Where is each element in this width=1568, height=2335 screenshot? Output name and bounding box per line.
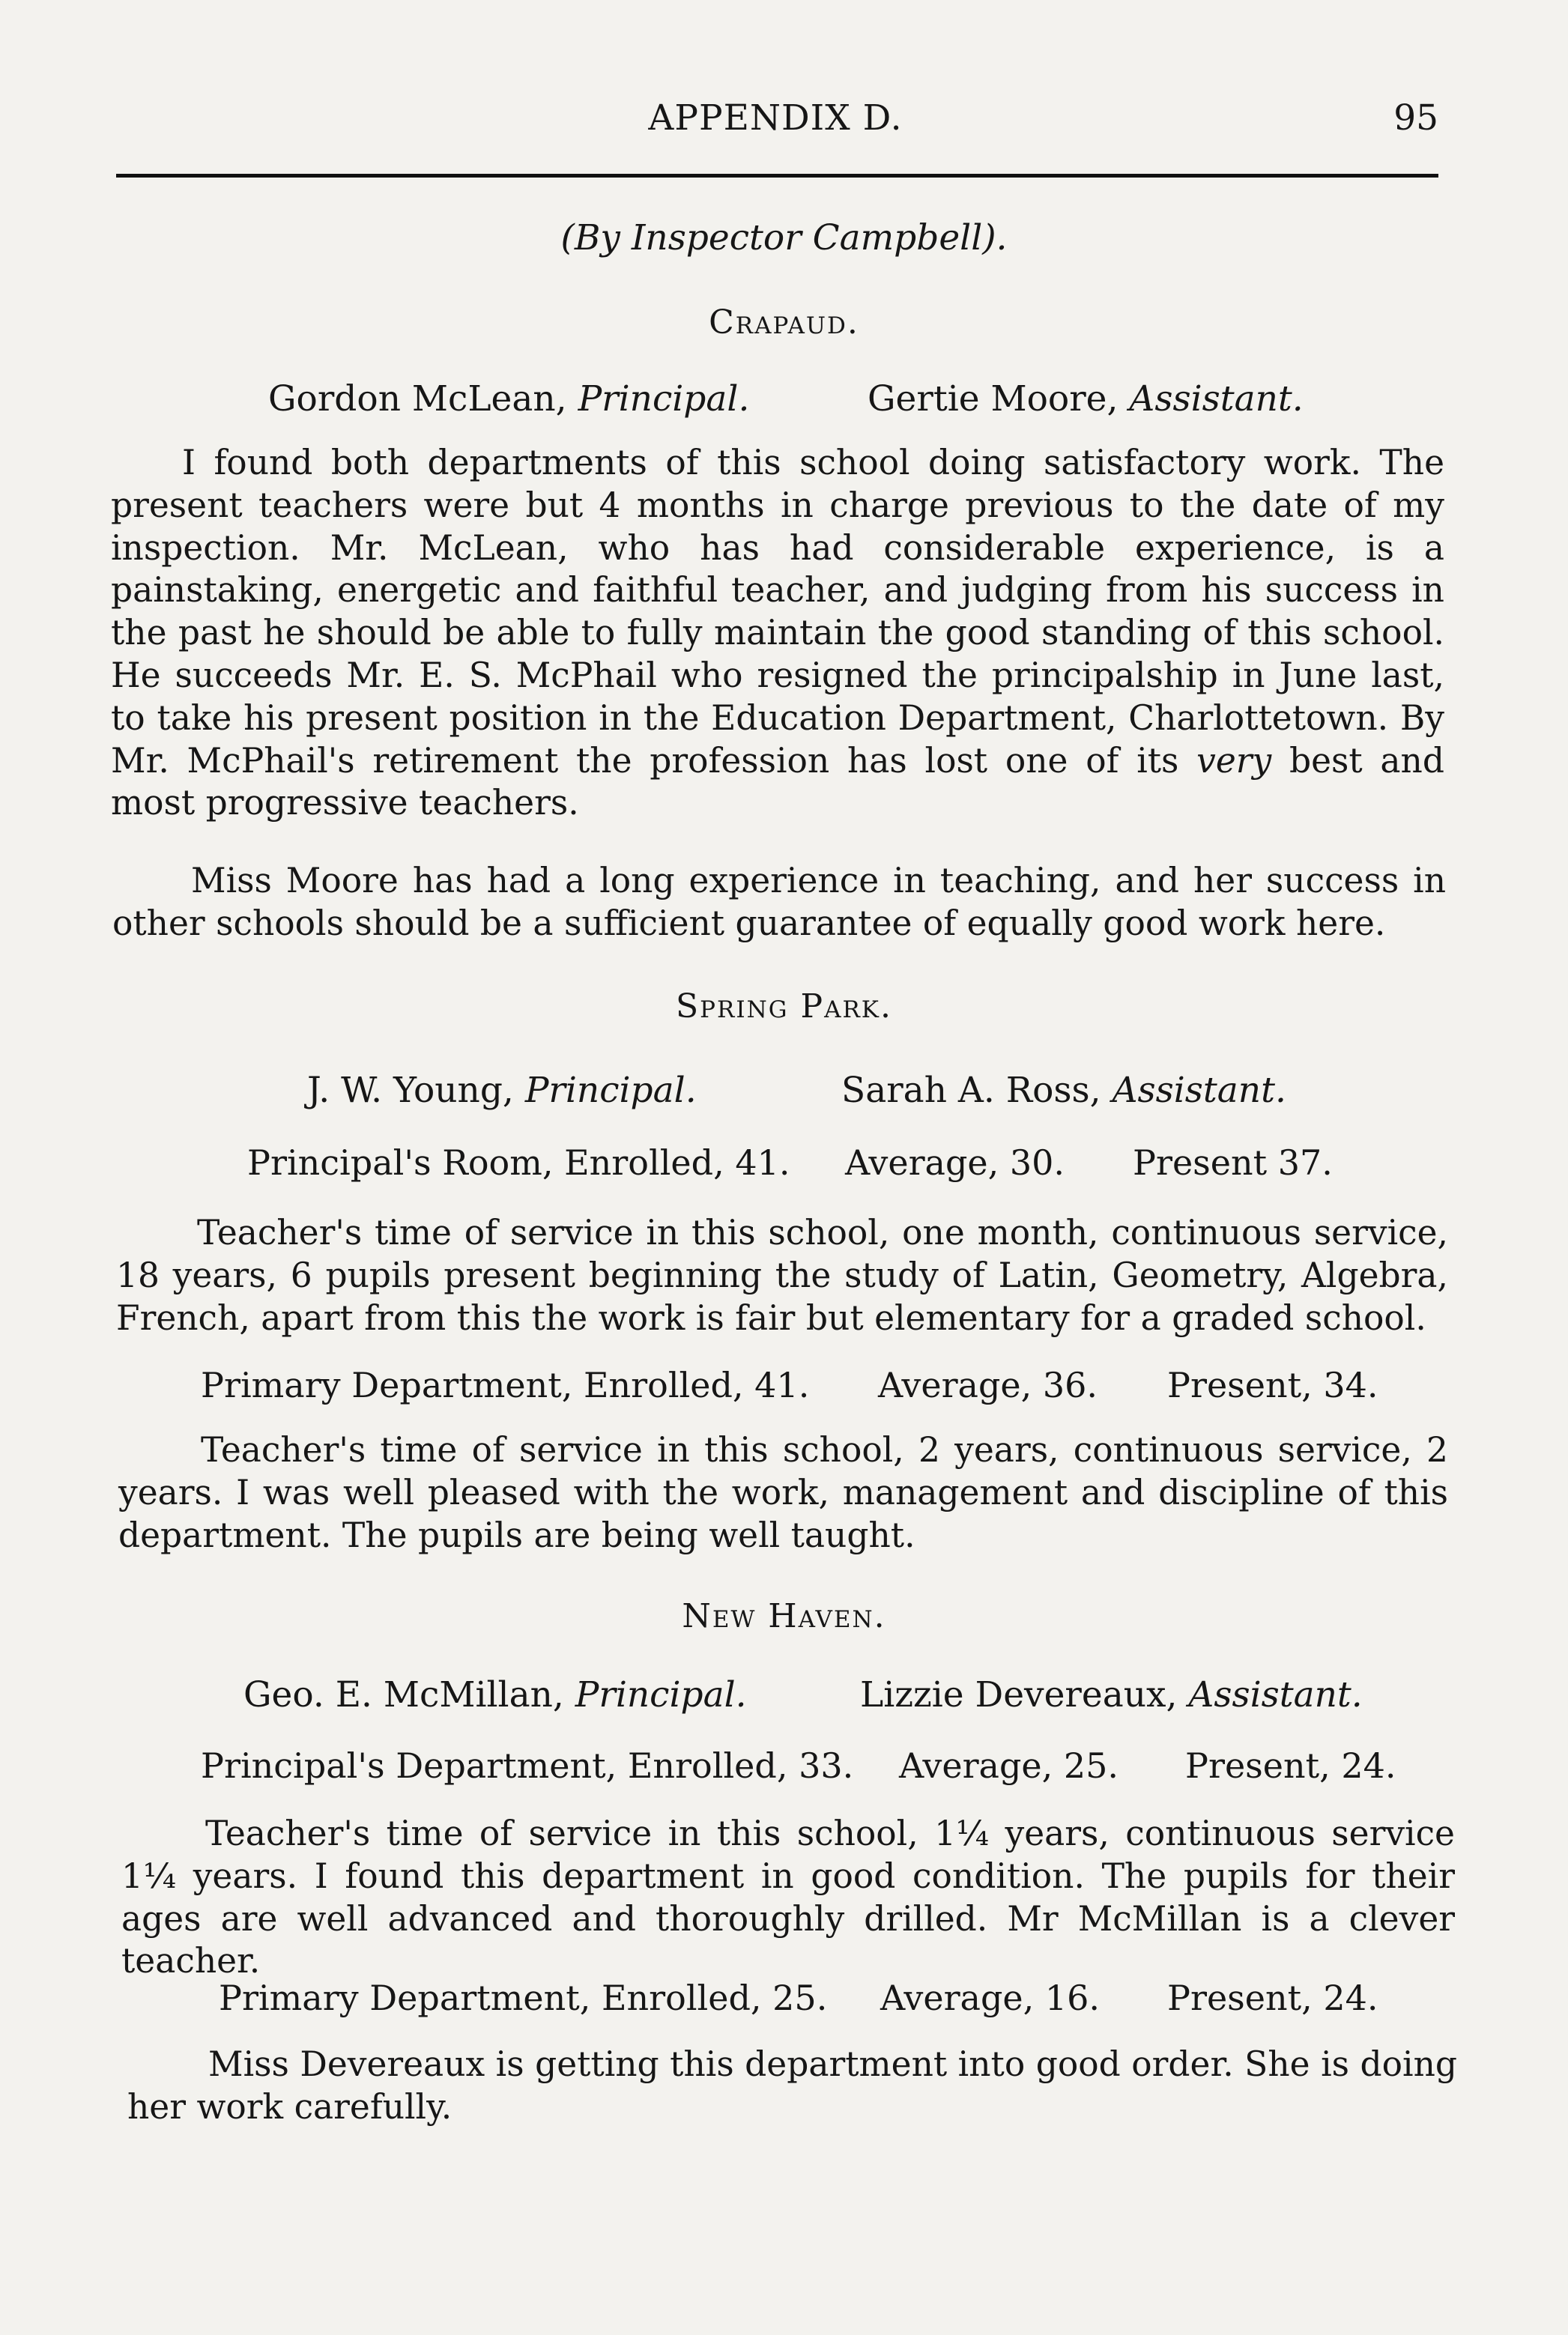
new-haven-principal-present: Present, 24.: [1185, 1745, 1396, 1786]
spring-park-principal-enrolled: Principal's Room, Enrolled, 41.: [247, 1142, 790, 1183]
assistant-name: Gertie Moore,: [868, 378, 1119, 420]
principal-role: Principal.: [575, 1674, 747, 1715]
appendix-title: APPENDIX D.: [648, 97, 903, 139]
section-title-new-haven: New Haven.: [682, 1597, 886, 1635]
new-haven-paragraph-2: Miss Devereaux is getting this department into good order. She is doing her work carefully.: [127, 2044, 1457, 2127]
spring-park-paragraph-1: Teacher's time of service in this school, one month, continuous service, 18 years, 6 pupils present beginning the study of Latin, Geometry, Algebra, French, apart from this the work is fair but elementary for a graded school.: [116, 1213, 1448, 1338]
crapaud-assistant: [868, 378, 1304, 420]
assistant-role: Assistant.: [1112, 1070, 1286, 1111]
header-rule: [116, 174, 1438, 178]
new-haven-assistant: [860, 1674, 1363, 1715]
page-header: [112, 97, 1438, 150]
assistant-name: Sarah A. Ross,: [841, 1070, 1101, 1111]
crapaud-principal: [268, 378, 749, 420]
principal-role: Principal.: [524, 1070, 697, 1111]
spring-park-primary-enrolled: Primary Department, Enrolled, 41.: [201, 1365, 810, 1405]
spring-park-paragraph-2: Teacher's time of service in this school, 2 years, continuous service, 2 years. I was well pleased with the work, management and discipline of this department. The pupils are being well taught.: [118, 1430, 1448, 1555]
new-haven-paragraph-1: Teacher's time of service in this school, 1¼ years, continuous service 1¼ years. I found this department in good condition. The pupils for their ages are well advanced and thoroughly drilled. Mr McMillan is a clever teacher.: [121, 1814, 1455, 1981]
principal-name: Geo. E. McMillan,: [243, 1674, 564, 1715]
assistant-role: Assistant.: [1188, 1674, 1363, 1715]
new-haven-primary-average: Average, 16.: [880, 1978, 1101, 2018]
spring-park-assistant: [841, 1070, 1286, 1111]
new-haven-principal-enrolled: Principal's Department, Enrolled, 33.: [201, 1745, 854, 1786]
inspector-byline: (By Inspector Campbell).: [560, 217, 1008, 258]
spring-park-principal-average: Average, 30.: [845, 1142, 1065, 1183]
principal-name: Gordon McLean,: [268, 378, 567, 420]
assistant-name: Lizzie Devereaux,: [860, 1674, 1178, 1715]
crapaud-paragraph-1: I found both departments of this school doing satisfactory work. The present teachers were but 4 months in charge previous to the date of my inspection. Mr. McLean, who has had considerable experience, is a painstaking, energetic and faithful teacher, and judging from his success in the past he should be able to fully maintain the good standing of this school. He succeeds Mr. E. S. McPhail who resigned the principalship in June last, to take his present position in the Education Department, Charlottetown. By Mr. McPhail's retirement the profession has lost one of its very best and most progressive teachers.: [111, 443, 1444, 823]
spring-park-principal-present: Present 37.: [1133, 1142, 1333, 1183]
spring-park-primary-present: Present, 34.: [1167, 1365, 1378, 1405]
new-haven-principal: [243, 1674, 747, 1715]
crapaud-paragraph-2: Miss Moore has had a long experience in teaching, and her success in other schools should be a sufficient guarantee of equally good work here.: [112, 861, 1446, 943]
section-title-crapaud: Crapaud.: [709, 303, 859, 342]
new-haven-primary-present: Present, 24.: [1167, 1978, 1378, 2018]
principal-role: Principal.: [578, 378, 750, 420]
principal-name: J. W. Young,: [307, 1070, 514, 1111]
section-title-spring-park: Spring Park.: [676, 987, 892, 1026]
spring-park-principal: [307, 1070, 697, 1111]
spring-park-primary-average: Average, 36.: [878, 1365, 1098, 1405]
page-number: 95: [1393, 97, 1438, 139]
new-haven-primary-enrolled: Primary Department, Enrolled, 25.: [219, 1978, 828, 2018]
assistant-role: Assistant.: [1129, 378, 1304, 420]
new-haven-principal-average: Average, 25.: [899, 1745, 1119, 1786]
